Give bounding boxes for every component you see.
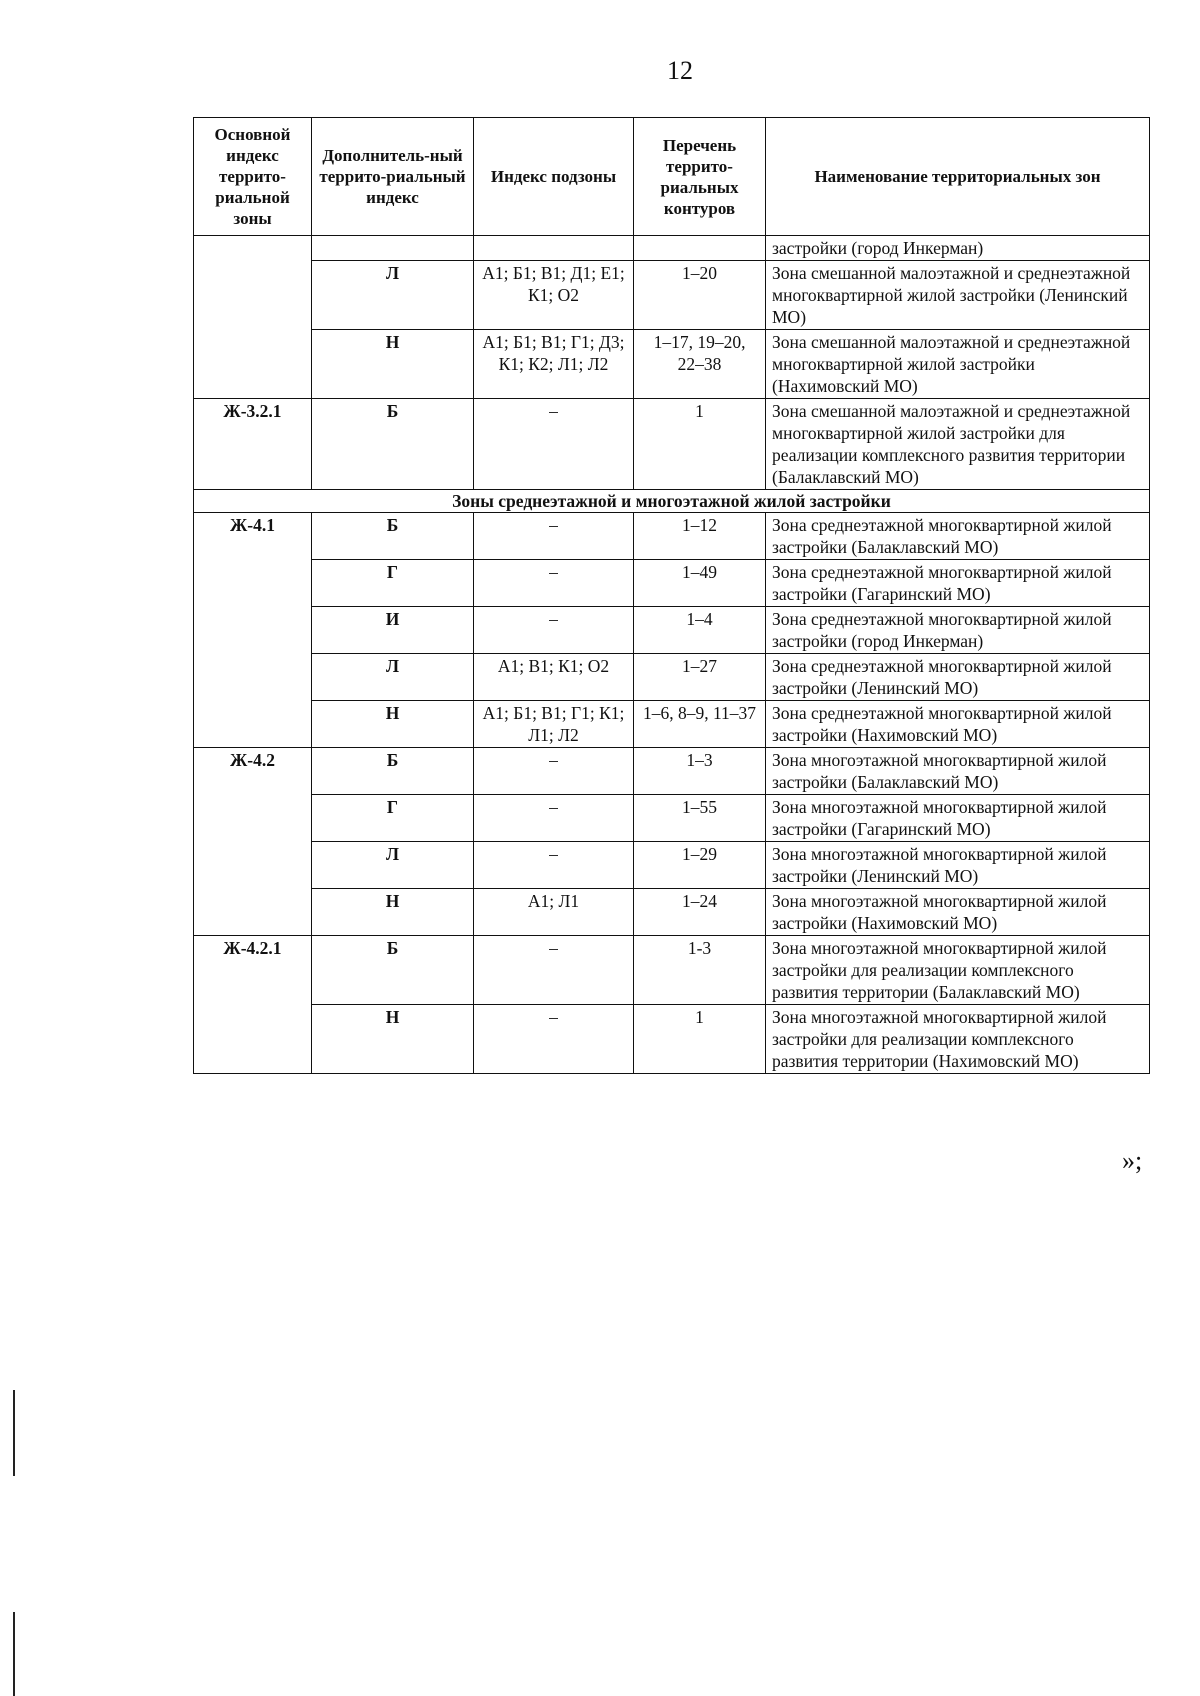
contours-cell: 1–27 <box>634 654 766 701</box>
header-extra-index: Дополнитель-ный террито-риальный индекс <box>312 118 474 236</box>
extra-index-cell: Л <box>312 654 474 701</box>
section-title: Зоны среднеэтажной и многоэтажной жилой застройки <box>194 490 1150 513</box>
contours-cell: 1–6, 8–9, 11–37 <box>634 701 766 748</box>
contours-cell: 1 <box>634 1005 766 1074</box>
table-row <box>194 399 1150 490</box>
zone-name-cell: Зона среднеэтажной многоквартирной жилой застройки (Нахимовский МО) <box>766 701 1150 748</box>
contours-cell: 1 <box>634 399 766 490</box>
subzone-cell: – <box>474 560 634 607</box>
extra-index-cell: И <box>312 607 474 654</box>
main-index-cell: Ж-4.2.1 <box>194 936 312 1074</box>
subzone-cell: А1; Л1 <box>474 889 634 936</box>
subzone-cell: А1; Б1; В1; Г1; К1; Л1; Л2 <box>474 701 634 748</box>
territorial-zones-table <box>193 117 1150 1074</box>
subzone-cell: А1; В1; К1; О2 <box>474 654 634 701</box>
table-row <box>194 842 1150 889</box>
table-row <box>194 936 1150 1005</box>
table-row <box>194 560 1150 607</box>
zone-name-cell: Зона смешанной малоэтажной и среднеэтажной многоквартирной жилой застройки (Ленинский МО) <box>766 261 1150 330</box>
subzone-cell: А1; Б1; В1; Г1; Д3; К1; К2; Л1; Л2 <box>474 330 634 399</box>
table-row <box>194 607 1150 654</box>
table-row <box>194 748 1150 795</box>
contours-cell: 1–17, 19–20, 22–38 <box>634 330 766 399</box>
subzone-cell: А1; Б1; В1; Д1; Е1; К1; О2 <box>474 261 634 330</box>
main-index-cell: Ж-4.2 <box>194 748 312 936</box>
contours-cell: 1–29 <box>634 842 766 889</box>
table-row <box>194 330 1150 399</box>
main-index-cell: Ж-3.2.1 <box>194 399 312 490</box>
subzone-cell: – <box>474 607 634 654</box>
table-row <box>194 236 1150 261</box>
zone-name-cell: Зона многоэтажной многоквартирной жилой застройки (Ленинский МО) <box>766 842 1150 889</box>
zone-name-cell: Зона смешанной малоэтажной и среднеэтажной многоквартирной жилой застройки для реализации комплексного развития территории (Балаклавский МО) <box>766 399 1150 490</box>
zone-name-cell: Зона многоэтажной многоквартирной жилой застройки (Балаклавский МО) <box>766 748 1150 795</box>
extra-index-cell: Н <box>312 1005 474 1074</box>
header-zone-name: Наименование территориальных зон <box>766 118 1150 236</box>
table-row <box>194 889 1150 936</box>
extra-index-cell: Н <box>312 701 474 748</box>
header-contours: Перечень террито-риальных контуров <box>634 118 766 236</box>
subzone-cell: – <box>474 748 634 795</box>
subzone-cell <box>474 236 634 261</box>
contours-cell <box>634 236 766 261</box>
extra-index-cell <box>312 236 474 261</box>
contours-cell: 1–20 <box>634 261 766 330</box>
page-number: 12 <box>667 56 693 85</box>
zone-name-cell: Зона многоэтажной многоквартирной жилой застройки (Нахимовский МО) <box>766 889 1150 936</box>
section-row <box>194 490 1150 513</box>
zone-name-cell: Зона среднеэтажной многоквартирной жилой застройки (город Инкерман) <box>766 607 1150 654</box>
header-main-index: Основной индекс террито-риальной зоны <box>194 118 312 236</box>
contours-cell: 1–3 <box>634 748 766 795</box>
margin-scan-line <box>13 1390 15 1476</box>
extra-index-cell: Н <box>312 330 474 399</box>
closing-quote-mark: »; <box>1122 1146 1143 1175</box>
contours-cell: 1–4 <box>634 607 766 654</box>
table-row <box>194 654 1150 701</box>
extra-index-cell: Г <box>312 560 474 607</box>
extra-index-cell: Л <box>312 261 474 330</box>
subzone-cell: – <box>474 399 634 490</box>
subzone-cell: – <box>474 936 634 1005</box>
header-subzone-index: Индекс подзоны <box>474 118 634 236</box>
contours-cell: 1-3 <box>634 936 766 1005</box>
table-header-row <box>194 118 1150 236</box>
table-row <box>194 513 1150 560</box>
table-row <box>194 261 1150 330</box>
extra-index-cell: Н <box>312 889 474 936</box>
table-row <box>194 1005 1150 1074</box>
main-index-cell <box>194 236 312 399</box>
extra-index-cell: Л <box>312 842 474 889</box>
extra-index-cell: Г <box>312 795 474 842</box>
main-index-cell: Ж-4.1 <box>194 513 312 748</box>
subzone-cell: – <box>474 795 634 842</box>
margin-scan-line <box>13 1612 15 1696</box>
table-row <box>194 795 1150 842</box>
zone-name-cell: Зона многоэтажной многоквартирной жилой застройки для реализации комплексного развития территории (Нахимовский МО) <box>766 1005 1150 1074</box>
zone-name-cell: Зона смешанной малоэтажной и среднеэтажной многоквартирной жилой застройки (Нахимовский МО) <box>766 330 1150 399</box>
zone-name-cell: Зона многоэтажной многоквартирной жилой застройки для реализации комплексного развития территории (Балаклавский МО) <box>766 936 1150 1005</box>
subzone-cell: – <box>474 513 634 560</box>
contours-cell: 1–49 <box>634 560 766 607</box>
contours-cell: 1–55 <box>634 795 766 842</box>
extra-index-cell: Б <box>312 936 474 1005</box>
zone-name-cell: Зона среднеэтажной многоквартирной жилой застройки (Гагаринский МО) <box>766 560 1150 607</box>
subzone-cell: – <box>474 1005 634 1074</box>
subzone-cell: – <box>474 842 634 889</box>
zone-name-cell: Зона среднеэтажной многоквартирной жилой застройки (Ленинский МО) <box>766 654 1150 701</box>
zone-name-cell: Зона многоэтажной многоквартирной жилой застройки (Гагаринский МО) <box>766 795 1150 842</box>
zone-name-cell: застройки (город Инкерман) <box>766 236 1150 261</box>
extra-index-cell: Б <box>312 399 474 490</box>
contours-cell: 1–24 <box>634 889 766 936</box>
zone-name-cell: Зона среднеэтажной многоквартирной жилой застройки (Балаклавский МО) <box>766 513 1150 560</box>
extra-index-cell: Б <box>312 513 474 560</box>
contours-cell: 1–12 <box>634 513 766 560</box>
table-row <box>194 701 1150 748</box>
extra-index-cell: Б <box>312 748 474 795</box>
